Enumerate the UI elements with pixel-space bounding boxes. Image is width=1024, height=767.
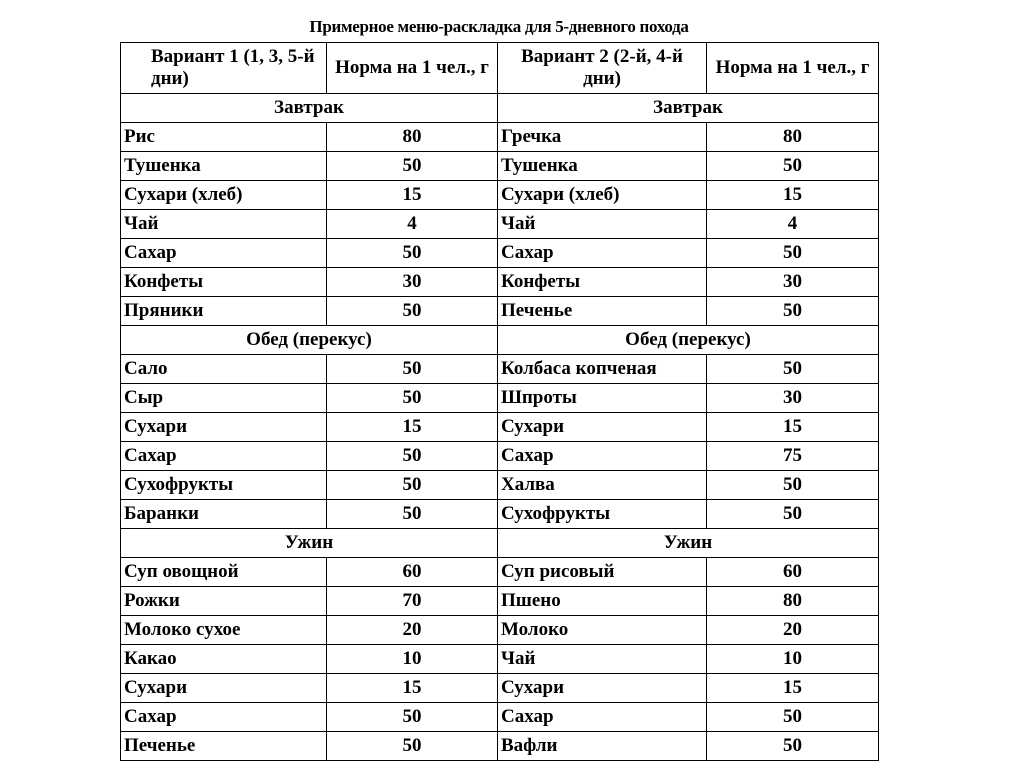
table-row	[121, 210, 879, 239]
variant-1-grams: 50	[327, 471, 498, 500]
variant-2-grams: 30	[707, 268, 879, 297]
variant-2-grams: 30	[707, 384, 879, 413]
variant-2-food: Шпроты	[498, 384, 707, 413]
section-row	[121, 529, 879, 558]
variant-1-section-title: Обед (перекус)	[121, 326, 498, 355]
variant-1-header: Вариант 1 (1, 3, 5-й дни)	[121, 43, 327, 94]
variant-2-grams: 50	[707, 703, 879, 732]
table-row	[121, 674, 879, 703]
variant-1-grams: 80	[327, 123, 498, 152]
variant-1-grams: 15	[327, 181, 498, 210]
table-row	[121, 413, 879, 442]
variant-1-grams: 50	[327, 239, 498, 268]
variant-2-food: Конфеты	[498, 268, 707, 297]
variant-2-food: Сухофрукты	[498, 500, 707, 529]
variant-2-norm-header: Норма на 1 чел., г	[707, 43, 879, 94]
variant-1-grams: 50	[327, 297, 498, 326]
menu-table-body	[121, 43, 879, 761]
variant-2-food: Сахар	[498, 442, 707, 471]
variant-2-food: Вафли	[498, 732, 707, 761]
variant-1-grams: 50	[327, 384, 498, 413]
variant-2-food: Чай	[498, 645, 707, 674]
variant-1-section-title: Ужин	[121, 529, 498, 558]
variant-2-grams: 15	[707, 674, 879, 703]
variant-2-grams: 60	[707, 558, 879, 587]
variant-2-grams: 75	[707, 442, 879, 471]
variant-2-food: Чай	[498, 210, 707, 239]
variant-2-food: Сухари (хлеб)	[498, 181, 707, 210]
variant-1-grams: 50	[327, 500, 498, 529]
variant-1-grams: 50	[327, 442, 498, 471]
menu-table	[120, 42, 879, 761]
variant-2-food: Халва	[498, 471, 707, 500]
variant-1-food: Какао	[121, 645, 327, 674]
variant-2-grams: 20	[707, 616, 879, 645]
variant-2-food: Гречка	[498, 123, 707, 152]
variant-1-food: Сухари	[121, 413, 327, 442]
table-row	[121, 558, 879, 587]
variant-1-food: Молоко сухое	[121, 616, 327, 645]
table-row	[121, 471, 879, 500]
variant-1-grams: 50	[327, 152, 498, 181]
variant-1-food: Рожки	[121, 587, 327, 616]
variant-1-food: Печенье	[121, 732, 327, 761]
variant-2-grams: 50	[707, 500, 879, 529]
table-row	[121, 587, 879, 616]
variant-1-food: Сухари	[121, 674, 327, 703]
variant-1-grams: 60	[327, 558, 498, 587]
table-row	[121, 703, 879, 732]
variant-2-section-title: Ужин	[498, 529, 879, 558]
variant-1-grams: 10	[327, 645, 498, 674]
variant-2-grams: 4	[707, 210, 879, 239]
table-row	[121, 384, 879, 413]
variant-2-grams: 50	[707, 732, 879, 761]
table-row	[121, 616, 879, 645]
section-row	[121, 326, 879, 355]
variant-1-food: Рис	[121, 123, 327, 152]
table-row	[121, 442, 879, 471]
variant-2-section-title: Обед (перекус)	[498, 326, 879, 355]
variant-2-food: Сухари	[498, 413, 707, 442]
variant-1-food: Конфеты	[121, 268, 327, 297]
table-row	[121, 645, 879, 674]
variant-2-grams: 50	[707, 471, 879, 500]
variant-1-grams: 15	[327, 674, 498, 703]
table-row	[121, 152, 879, 181]
table-header-row	[121, 43, 879, 94]
table-row	[121, 732, 879, 761]
variant-2-food: Печенье	[498, 297, 707, 326]
variant-1-food: Суп овощной	[121, 558, 327, 587]
variant-2-grams: 10	[707, 645, 879, 674]
variant-2-header: Вариант 2 (2-й, 4-й дни)	[498, 43, 707, 94]
variant-2-food: Молоко	[498, 616, 707, 645]
variant-2-grams: 50	[707, 239, 879, 268]
table-row	[121, 123, 879, 152]
variant-1-food: Сухофрукты	[121, 471, 327, 500]
variant-2-food: Сахар	[498, 703, 707, 732]
variant-2-grams: 50	[707, 152, 879, 181]
variant-1-grams: 50	[327, 703, 498, 732]
variant-1-food: Сахар	[121, 442, 327, 471]
variant-1-grams: 50	[327, 732, 498, 761]
variant-2-grams: 15	[707, 413, 879, 442]
variant-2-food: Тушенка	[498, 152, 707, 181]
table-row	[121, 181, 879, 210]
variant-2-grams: 15	[707, 181, 879, 210]
table-row	[121, 297, 879, 326]
variant-1-food: Баранки	[121, 500, 327, 529]
variant-2-grams: 50	[707, 297, 879, 326]
variant-1-section-title: Завтрак	[121, 94, 498, 123]
table-row	[121, 500, 879, 529]
variant-1-norm-header: Норма на 1 чел., г	[327, 43, 498, 94]
variant-2-grams: 50	[707, 355, 879, 384]
variant-1-food: Сыр	[121, 384, 327, 413]
table-row	[121, 268, 879, 297]
section-row	[121, 94, 879, 123]
variant-2-food: Сухари	[498, 674, 707, 703]
variant-2-food: Суп рисовый	[498, 558, 707, 587]
variant-2-food: Сахар	[498, 239, 707, 268]
variant-2-food: Колбаса копченая	[498, 355, 707, 384]
variant-1-food: Чай	[121, 210, 327, 239]
variant-1-grams: 20	[327, 616, 498, 645]
page-title: Примерное меню-раскладка для 5-дневного похода	[309, 17, 689, 36]
variant-1-grams: 50	[327, 355, 498, 384]
variant-1-food: Сало	[121, 355, 327, 384]
variant-2-grams: 80	[707, 587, 879, 616]
table-row	[121, 355, 879, 384]
table-row	[121, 239, 879, 268]
variant-1-grams: 30	[327, 268, 498, 297]
variant-1-grams: 70	[327, 587, 498, 616]
variant-1-food: Сухари (хлеб)	[121, 181, 327, 210]
variant-1-grams: 15	[327, 413, 498, 442]
variant-2-grams: 80	[707, 123, 879, 152]
variant-1-food: Тушенка	[121, 152, 327, 181]
variant-2-section-title: Завтрак	[498, 94, 879, 123]
variant-2-food: Пшено	[498, 587, 707, 616]
variant-1-food: Сахар	[121, 703, 327, 732]
variant-1-food: Пряники	[121, 297, 327, 326]
variant-1-grams: 4	[327, 210, 498, 239]
variant-1-food: Сахар	[121, 239, 327, 268]
